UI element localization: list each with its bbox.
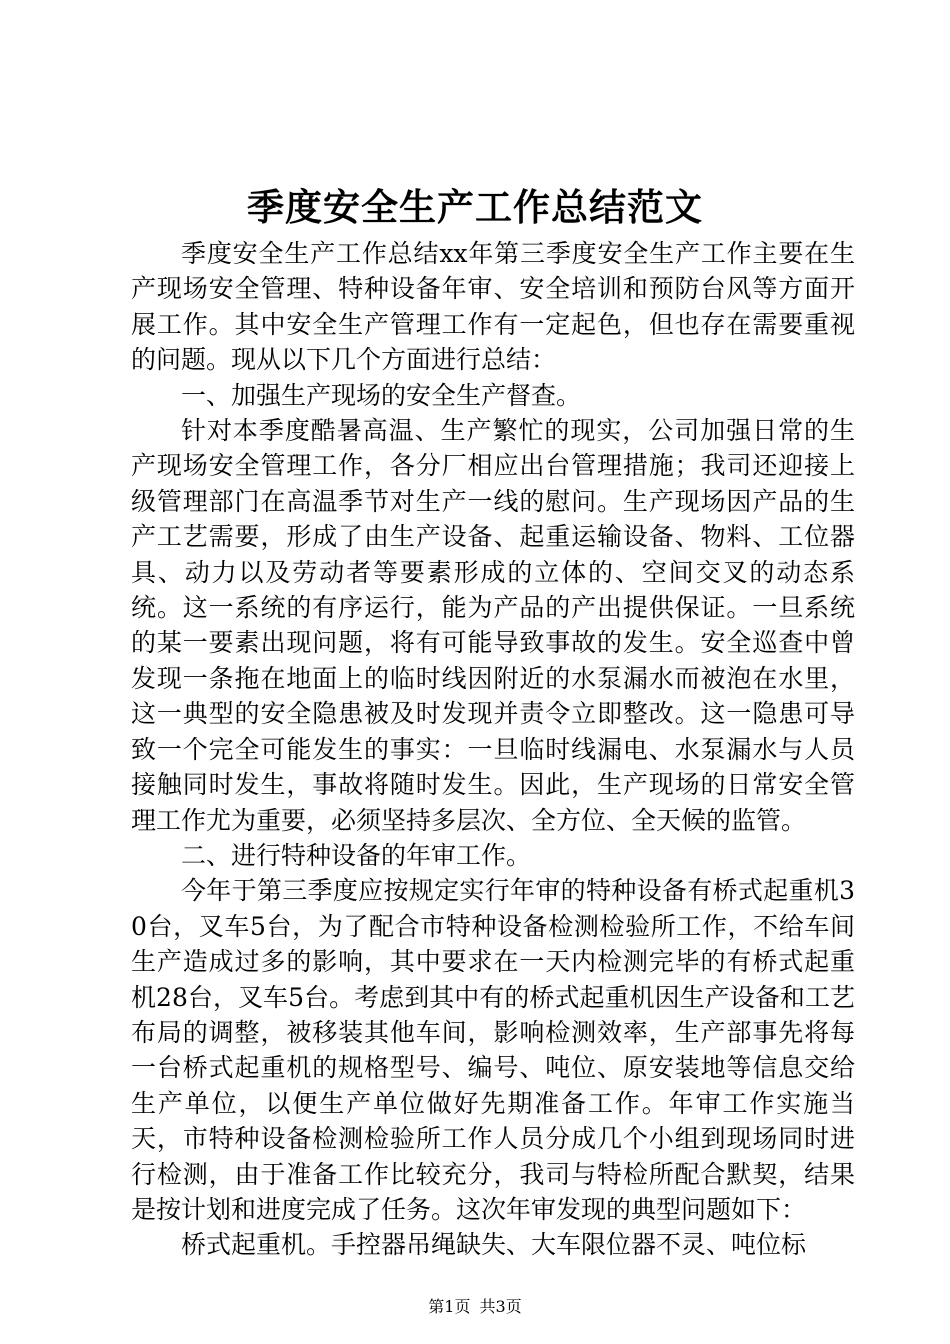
page-total: 共3页 bbox=[479, 1297, 522, 1316]
section-heading-1: 一、加强生产现场的安全生产督查。 bbox=[181, 380, 582, 410]
document-body bbox=[131, 236, 855, 1263]
intro-paragraph: 季度安全生产工作总结xx年第三季度安全生产工作主要在生产现场安全管理、特种设备年审、安全培训和预防台风等方面开展工作。其中安全生产管理工作有一定起色，但也存在需要重视的问题。现从以下几个方面进行总结： bbox=[131, 239, 855, 375]
section-heading-2: 二、进行特种设备的年审工作。 bbox=[181, 840, 532, 870]
page-number: 第1页 bbox=[428, 1297, 471, 1316]
page-title: 季度安全生产工作总结范文 bbox=[247, 185, 703, 229]
section-2-paragraph: 今年于第三季度应按规定实行年审的特种设备有桥式起重机30台，叉车5台，为了配合市特种设备检测检验所工作，不给车间生产造成过多的影响，其中要求在一天内检测完毕的有桥式起重机28台，叉车5台。考虑到其中有的桥式起重机因生产设备和工艺布局的调整，被移装其他车间，影响检测效率，生产部事先将每一台桥式起重机的规格型号、编号、吨位、原安装地等信息交给生产单位，以便生产单位做好先期准备工作。年审工作实施当天，市特种设备检测检验所工作人员分成几个小组到现场同时进行检测，由于准备工作比较充分，我司与特检所配合默契，结果是按计划和进度完成了任务。这次年审发现的典型问题如下： bbox=[131, 876, 855, 1224]
page-footer bbox=[0, 1296, 950, 1318]
section-1-paragraph: 针对本季度酷暑高温、生产繁忙的现实，公司加强日常的生产现场安全管理工作，各分厂相应出台管理措施；我司还迎接上级管理部门在高温季节对生产一线的慰问。生产现场因产品的生产工艺需要，形成了由生产设备、起重运输设备、物料、工位器具、动力以及劳动者等要素形成的立体的、空间交叉的动态系统。这一系统的有序运行，能为产品的产出提供保证。一旦系统的某一要素出现问题，将有可能导致事故的发生。安全巡查中曾发现一条拖在地面上的临时线因附近的水泵漏水而被泡在水里，这一典型的安全隐患被及时发现并责令立即整改。这一隐患可导致一个完全可能发生的事实：一旦临时线漏电、水泵漏水与人员接触同时发生，事故将随时发生。因此，生产现场的日常安全管理工作尤为重要，必须坚持多层次、全方位、全天候的监管。 bbox=[131, 416, 855, 835]
crane-issues-paragraph: 桥式起重机。手控器吊绳缺失、大车限位器不灵、吨位标 bbox=[181, 1230, 807, 1260]
